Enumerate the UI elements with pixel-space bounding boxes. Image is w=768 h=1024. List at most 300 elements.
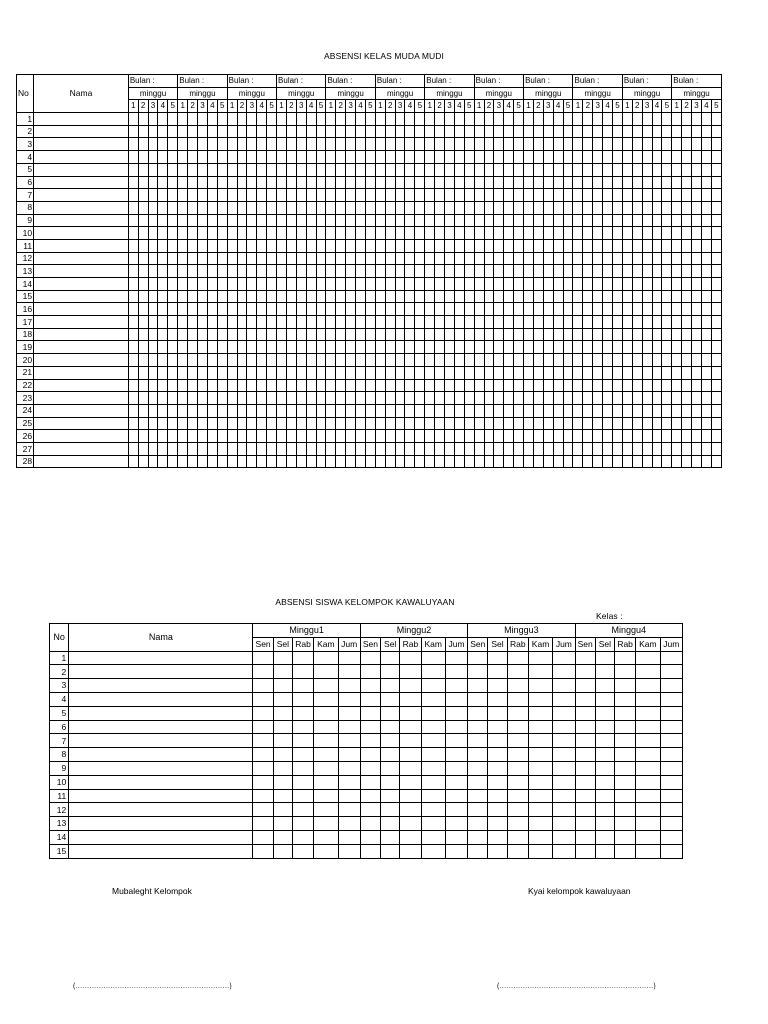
t1-attendance-cell[interactable] bbox=[286, 163, 296, 176]
t2-attendance-cell[interactable] bbox=[528, 817, 552, 831]
t1-attendance-cell[interactable] bbox=[346, 354, 356, 367]
t1-attendance-cell[interactable] bbox=[612, 328, 622, 341]
t2-attendance-cell[interactable] bbox=[488, 651, 507, 665]
t1-name-cell[interactable] bbox=[34, 278, 129, 291]
t1-attendance-cell[interactable] bbox=[326, 151, 336, 164]
t1-attendance-cell[interactable] bbox=[514, 214, 524, 227]
t1-attendance-cell[interactable] bbox=[652, 113, 662, 126]
t1-attendance-cell[interactable] bbox=[365, 201, 375, 214]
t1-attendance-cell[interactable] bbox=[632, 316, 642, 329]
t1-attendance-cell[interactable] bbox=[573, 392, 583, 405]
t1-attendance-cell[interactable] bbox=[692, 366, 702, 379]
t1-attendance-cell[interactable] bbox=[622, 125, 632, 138]
t2-attendance-cell[interactable] bbox=[400, 803, 421, 817]
t1-attendance-cell[interactable] bbox=[237, 163, 247, 176]
t2-attendance-cell[interactable] bbox=[314, 761, 338, 775]
t1-attendance-cell[interactable] bbox=[553, 113, 563, 126]
t2-attendance-cell[interactable] bbox=[528, 748, 552, 762]
t1-attendance-cell[interactable] bbox=[247, 125, 257, 138]
t1-attendance-cell[interactable] bbox=[385, 303, 395, 316]
t1-attendance-cell[interactable] bbox=[632, 366, 642, 379]
t1-attendance-cell[interactable] bbox=[178, 290, 188, 303]
t2-attendance-cell[interactable] bbox=[338, 651, 360, 665]
t1-attendance-cell[interactable] bbox=[207, 316, 217, 329]
t2-attendance-cell[interactable] bbox=[488, 734, 507, 748]
t1-attendance-cell[interactable] bbox=[375, 303, 385, 316]
t1-attendance-cell[interactable] bbox=[375, 290, 385, 303]
t1-attendance-cell[interactable] bbox=[346, 290, 356, 303]
t1-attendance-cell[interactable] bbox=[711, 189, 721, 202]
t2-attendance-cell[interactable] bbox=[445, 775, 467, 789]
t1-attendance-cell[interactable] bbox=[207, 252, 217, 265]
t1-attendance-cell[interactable] bbox=[662, 379, 672, 392]
t1-attendance-cell[interactable] bbox=[326, 290, 336, 303]
t1-attendance-cell[interactable] bbox=[326, 252, 336, 265]
t1-attendance-cell[interactable] bbox=[217, 290, 227, 303]
t1-attendance-cell[interactable] bbox=[711, 125, 721, 138]
t1-attendance-cell[interactable] bbox=[711, 151, 721, 164]
t1-attendance-cell[interactable] bbox=[148, 265, 158, 278]
t1-attendance-cell[interactable] bbox=[405, 404, 415, 417]
t2-attendance-cell[interactable] bbox=[636, 748, 660, 762]
t1-attendance-cell[interactable] bbox=[593, 201, 603, 214]
t1-attendance-cell[interactable] bbox=[632, 214, 642, 227]
t1-attendance-cell[interactable] bbox=[514, 176, 524, 189]
t1-attendance-cell[interactable] bbox=[652, 303, 662, 316]
t1-attendance-cell[interactable] bbox=[158, 404, 168, 417]
t1-attendance-cell[interactable] bbox=[583, 227, 593, 240]
t1-attendance-cell[interactable] bbox=[227, 455, 237, 468]
t1-attendance-cell[interactable] bbox=[257, 392, 267, 405]
t1-attendance-cell[interactable] bbox=[682, 404, 692, 417]
t1-attendance-cell[interactable] bbox=[267, 404, 277, 417]
t1-attendance-cell[interactable] bbox=[543, 189, 553, 202]
t1-attendance-cell[interactable] bbox=[326, 328, 336, 341]
t1-attendance-cell[interactable] bbox=[622, 138, 632, 151]
t1-attendance-cell[interactable] bbox=[188, 151, 198, 164]
t1-attendance-cell[interactable] bbox=[395, 328, 405, 341]
t1-attendance-cell[interactable] bbox=[533, 227, 543, 240]
t1-attendance-cell[interactable] bbox=[524, 201, 534, 214]
t2-attendance-cell[interactable] bbox=[381, 775, 400, 789]
t1-attendance-cell[interactable] bbox=[682, 328, 692, 341]
t1-attendance-cell[interactable] bbox=[326, 316, 336, 329]
t1-attendance-cell[interactable] bbox=[504, 430, 514, 443]
t1-attendance-cell[interactable] bbox=[435, 354, 445, 367]
t1-attendance-cell[interactable] bbox=[415, 151, 425, 164]
t1-attendance-cell[interactable] bbox=[454, 392, 464, 405]
t1-attendance-cell[interactable] bbox=[553, 176, 563, 189]
t1-attendance-cell[interactable] bbox=[415, 252, 425, 265]
t1-attendance-cell[interactable] bbox=[533, 442, 543, 455]
t1-attendance-cell[interactable] bbox=[188, 328, 198, 341]
t1-attendance-cell[interactable] bbox=[553, 201, 563, 214]
t1-attendance-cell[interactable] bbox=[652, 189, 662, 202]
t1-attendance-cell[interactable] bbox=[207, 442, 217, 455]
t2-attendance-cell[interactable] bbox=[314, 706, 338, 720]
t1-attendance-cell[interactable] bbox=[622, 227, 632, 240]
t1-attendance-cell[interactable] bbox=[682, 278, 692, 291]
t1-attendance-cell[interactable] bbox=[494, 316, 504, 329]
t1-attendance-cell[interactable] bbox=[405, 239, 415, 252]
t1-attendance-cell[interactable] bbox=[415, 303, 425, 316]
t1-attendance-cell[interactable] bbox=[445, 239, 455, 252]
t1-attendance-cell[interactable] bbox=[138, 252, 148, 265]
t1-attendance-cell[interactable] bbox=[445, 354, 455, 367]
t2-attendance-cell[interactable] bbox=[421, 734, 445, 748]
t1-attendance-cell[interactable] bbox=[603, 417, 613, 430]
t1-attendance-cell[interactable] bbox=[435, 125, 445, 138]
t1-attendance-cell[interactable] bbox=[435, 455, 445, 468]
t2-attendance-cell[interactable] bbox=[660, 734, 682, 748]
t2-attendance-cell[interactable] bbox=[595, 665, 614, 679]
t1-attendance-cell[interactable] bbox=[365, 227, 375, 240]
t1-attendance-cell[interactable] bbox=[375, 430, 385, 443]
t2-attendance-cell[interactable] bbox=[381, 706, 400, 720]
t1-attendance-cell[interactable] bbox=[583, 392, 593, 405]
t1-attendance-cell[interactable] bbox=[692, 290, 702, 303]
t1-attendance-cell[interactable] bbox=[356, 265, 366, 278]
t1-attendance-cell[interactable] bbox=[346, 227, 356, 240]
t1-attendance-cell[interactable] bbox=[425, 303, 435, 316]
t1-attendance-cell[interactable] bbox=[365, 290, 375, 303]
t1-attendance-cell[interactable] bbox=[405, 379, 415, 392]
t1-attendance-cell[interactable] bbox=[612, 189, 622, 202]
t1-attendance-cell[interactable] bbox=[524, 176, 534, 189]
t2-attendance-cell[interactable] bbox=[314, 830, 338, 844]
t1-attendance-cell[interactable] bbox=[346, 442, 356, 455]
t1-attendance-cell[interactable] bbox=[632, 417, 642, 430]
t1-attendance-cell[interactable] bbox=[553, 290, 563, 303]
t1-attendance-cell[interactable] bbox=[168, 278, 178, 291]
t1-attendance-cell[interactable] bbox=[128, 392, 138, 405]
t1-attendance-cell[interactable] bbox=[395, 113, 405, 126]
t1-attendance-cell[interactable] bbox=[533, 189, 543, 202]
t2-attendance-cell[interactable] bbox=[553, 775, 575, 789]
t1-attendance-cell[interactable] bbox=[494, 278, 504, 291]
t1-attendance-cell[interactable] bbox=[553, 341, 563, 354]
t1-attendance-cell[interactable] bbox=[158, 316, 168, 329]
t1-attendance-cell[interactable] bbox=[425, 113, 435, 126]
t1-attendance-cell[interactable] bbox=[553, 417, 563, 430]
t1-attendance-cell[interactable] bbox=[454, 227, 464, 240]
t1-attendance-cell[interactable] bbox=[375, 316, 385, 329]
t1-attendance-cell[interactable] bbox=[138, 430, 148, 443]
t1-attendance-cell[interactable] bbox=[672, 252, 682, 265]
t1-attendance-cell[interactable] bbox=[484, 417, 494, 430]
t1-attendance-cell[interactable] bbox=[662, 392, 672, 405]
t1-attendance-cell[interactable] bbox=[632, 265, 642, 278]
t1-attendance-cell[interactable] bbox=[346, 455, 356, 468]
t1-attendance-cell[interactable] bbox=[474, 442, 484, 455]
t1-attendance-cell[interactable] bbox=[593, 163, 603, 176]
t1-attendance-cell[interactable] bbox=[336, 265, 346, 278]
t1-attendance-cell[interactable] bbox=[524, 303, 534, 316]
t1-attendance-cell[interactable] bbox=[533, 341, 543, 354]
t1-attendance-cell[interactable] bbox=[711, 442, 721, 455]
t1-attendance-cell[interactable] bbox=[197, 392, 207, 405]
t1-attendance-cell[interactable] bbox=[711, 430, 721, 443]
t1-attendance-cell[interactable] bbox=[593, 392, 603, 405]
t1-name-cell[interactable] bbox=[34, 316, 129, 329]
t1-attendance-cell[interactable] bbox=[682, 417, 692, 430]
t2-attendance-cell[interactable] bbox=[253, 844, 273, 858]
t1-attendance-cell[interactable] bbox=[474, 239, 484, 252]
t1-attendance-cell[interactable] bbox=[662, 417, 672, 430]
t1-attendance-cell[interactable] bbox=[277, 151, 287, 164]
t1-attendance-cell[interactable] bbox=[168, 392, 178, 405]
t1-attendance-cell[interactable] bbox=[533, 354, 543, 367]
t1-attendance-cell[interactable] bbox=[445, 455, 455, 468]
t1-attendance-cell[interactable] bbox=[286, 455, 296, 468]
t1-attendance-cell[interactable] bbox=[711, 201, 721, 214]
t1-attendance-cell[interactable] bbox=[553, 366, 563, 379]
t2-attendance-cell[interactable] bbox=[660, 803, 682, 817]
t1-attendance-cell[interactable] bbox=[652, 430, 662, 443]
t1-attendance-cell[interactable] bbox=[247, 252, 257, 265]
t1-attendance-cell[interactable] bbox=[593, 328, 603, 341]
t1-attendance-cell[interactable] bbox=[652, 442, 662, 455]
t1-attendance-cell[interactable] bbox=[415, 341, 425, 354]
t1-attendance-cell[interactable] bbox=[356, 176, 366, 189]
t1-attendance-cell[interactable] bbox=[435, 265, 445, 278]
t2-attendance-cell[interactable] bbox=[421, 844, 445, 858]
t1-attendance-cell[interactable] bbox=[365, 392, 375, 405]
t1-attendance-cell[interactable] bbox=[701, 138, 711, 151]
t1-attendance-cell[interactable] bbox=[445, 138, 455, 151]
t1-attendance-cell[interactable] bbox=[603, 430, 613, 443]
t1-attendance-cell[interactable] bbox=[583, 341, 593, 354]
t1-attendance-cell[interactable] bbox=[662, 316, 672, 329]
t1-attendance-cell[interactable] bbox=[257, 442, 267, 455]
t1-attendance-cell[interactable] bbox=[415, 430, 425, 443]
t1-attendance-cell[interactable] bbox=[425, 366, 435, 379]
t1-attendance-cell[interactable] bbox=[701, 151, 711, 164]
t1-name-cell[interactable] bbox=[34, 442, 129, 455]
t1-attendance-cell[interactable] bbox=[188, 239, 198, 252]
t1-attendance-cell[interactable] bbox=[336, 404, 346, 417]
t1-attendance-cell[interactable] bbox=[296, 316, 306, 329]
t1-attendance-cell[interactable] bbox=[533, 176, 543, 189]
t1-attendance-cell[interactable] bbox=[464, 265, 474, 278]
t1-attendance-cell[interactable] bbox=[385, 214, 395, 227]
t1-attendance-cell[interactable] bbox=[267, 189, 277, 202]
t2-attendance-cell[interactable] bbox=[468, 817, 488, 831]
t1-attendance-cell[interactable] bbox=[484, 404, 494, 417]
t1-attendance-cell[interactable] bbox=[642, 341, 652, 354]
t1-attendance-cell[interactable] bbox=[593, 354, 603, 367]
t1-attendance-cell[interactable] bbox=[306, 163, 316, 176]
t1-attendance-cell[interactable] bbox=[247, 290, 257, 303]
t1-attendance-cell[interactable] bbox=[454, 354, 464, 367]
t1-attendance-cell[interactable] bbox=[188, 442, 198, 455]
t1-attendance-cell[interactable] bbox=[682, 366, 692, 379]
t1-attendance-cell[interactable] bbox=[375, 176, 385, 189]
t1-attendance-cell[interactable] bbox=[583, 354, 593, 367]
t1-attendance-cell[interactable] bbox=[454, 252, 464, 265]
t1-attendance-cell[interactable] bbox=[573, 430, 583, 443]
t1-attendance-cell[interactable] bbox=[642, 252, 652, 265]
t1-attendance-cell[interactable] bbox=[286, 392, 296, 405]
t1-attendance-cell[interactable] bbox=[217, 265, 227, 278]
t1-attendance-cell[interactable] bbox=[573, 125, 583, 138]
t1-attendance-cell[interactable] bbox=[257, 189, 267, 202]
t1-attendance-cell[interactable] bbox=[701, 354, 711, 367]
t2-attendance-cell[interactable] bbox=[445, 651, 467, 665]
t1-attendance-cell[interactable] bbox=[385, 113, 395, 126]
t1-attendance-cell[interactable] bbox=[573, 239, 583, 252]
t1-attendance-cell[interactable] bbox=[543, 163, 553, 176]
t1-attendance-cell[interactable] bbox=[504, 176, 514, 189]
t1-attendance-cell[interactable] bbox=[138, 366, 148, 379]
t1-attendance-cell[interactable] bbox=[178, 214, 188, 227]
t1-attendance-cell[interactable] bbox=[158, 201, 168, 214]
t1-attendance-cell[interactable] bbox=[207, 417, 217, 430]
t1-attendance-cell[interactable] bbox=[573, 151, 583, 164]
t1-attendance-cell[interactable] bbox=[316, 417, 326, 430]
t1-attendance-cell[interactable] bbox=[237, 239, 247, 252]
t1-attendance-cell[interactable] bbox=[583, 455, 593, 468]
t1-attendance-cell[interactable] bbox=[138, 278, 148, 291]
t1-attendance-cell[interactable] bbox=[612, 227, 622, 240]
t1-attendance-cell[interactable] bbox=[128, 328, 138, 341]
t1-attendance-cell[interactable] bbox=[642, 354, 652, 367]
t1-attendance-cell[interactable] bbox=[445, 227, 455, 240]
t1-attendance-cell[interactable] bbox=[454, 278, 464, 291]
t1-attendance-cell[interactable] bbox=[128, 151, 138, 164]
t1-attendance-cell[interactable] bbox=[346, 278, 356, 291]
t2-attendance-cell[interactable] bbox=[488, 844, 507, 858]
t1-attendance-cell[interactable] bbox=[227, 125, 237, 138]
t1-attendance-cell[interactable] bbox=[711, 417, 721, 430]
t1-attendance-cell[interactable] bbox=[207, 404, 217, 417]
t1-attendance-cell[interactable] bbox=[603, 265, 613, 278]
t1-attendance-cell[interactable] bbox=[128, 125, 138, 138]
t1-attendance-cell[interactable] bbox=[622, 354, 632, 367]
t2-attendance-cell[interactable] bbox=[636, 692, 660, 706]
t1-attendance-cell[interactable] bbox=[672, 316, 682, 329]
t1-attendance-cell[interactable] bbox=[385, 341, 395, 354]
t1-attendance-cell[interactable] bbox=[484, 265, 494, 278]
t1-attendance-cell[interactable] bbox=[524, 239, 534, 252]
t1-attendance-cell[interactable] bbox=[138, 290, 148, 303]
t2-attendance-cell[interactable] bbox=[507, 817, 528, 831]
t1-attendance-cell[interactable] bbox=[296, 176, 306, 189]
t1-attendance-cell[interactable] bbox=[445, 341, 455, 354]
t2-attendance-cell[interactable] bbox=[253, 817, 273, 831]
t1-attendance-cell[interactable] bbox=[336, 366, 346, 379]
t1-attendance-cell[interactable] bbox=[247, 417, 257, 430]
t2-attendance-cell[interactable] bbox=[338, 844, 360, 858]
t1-attendance-cell[interactable] bbox=[286, 379, 296, 392]
t1-attendance-cell[interactable] bbox=[188, 227, 198, 240]
t1-attendance-cell[interactable] bbox=[603, 404, 613, 417]
t2-attendance-cell[interactable] bbox=[507, 844, 528, 858]
t1-attendance-cell[interactable] bbox=[128, 290, 138, 303]
t1-attendance-cell[interactable] bbox=[484, 379, 494, 392]
t1-attendance-cell[interactable] bbox=[168, 189, 178, 202]
t1-attendance-cell[interactable] bbox=[662, 201, 672, 214]
t1-attendance-cell[interactable] bbox=[464, 328, 474, 341]
t1-attendance-cell[interactable] bbox=[573, 138, 583, 151]
t2-attendance-cell[interactable] bbox=[338, 665, 360, 679]
t1-attendance-cell[interactable] bbox=[642, 201, 652, 214]
t2-attendance-cell[interactable] bbox=[575, 775, 595, 789]
t1-attendance-cell[interactable] bbox=[257, 176, 267, 189]
t1-attendance-cell[interactable] bbox=[257, 455, 267, 468]
t1-attendance-cell[interactable] bbox=[445, 151, 455, 164]
t1-attendance-cell[interactable] bbox=[543, 379, 553, 392]
t2-attendance-cell[interactable] bbox=[488, 665, 507, 679]
t1-attendance-cell[interactable] bbox=[672, 189, 682, 202]
t1-attendance-cell[interactable] bbox=[178, 379, 188, 392]
t1-attendance-cell[interactable] bbox=[326, 392, 336, 405]
t1-attendance-cell[interactable] bbox=[504, 379, 514, 392]
t2-attendance-cell[interactable] bbox=[421, 748, 445, 762]
t1-attendance-cell[interactable] bbox=[612, 404, 622, 417]
t1-attendance-cell[interactable] bbox=[326, 239, 336, 252]
t1-attendance-cell[interactable] bbox=[267, 151, 277, 164]
t1-attendance-cell[interactable] bbox=[563, 214, 573, 227]
t1-attendance-cell[interactable] bbox=[682, 290, 692, 303]
t1-attendance-cell[interactable] bbox=[701, 227, 711, 240]
t1-attendance-cell[interactable] bbox=[148, 176, 158, 189]
t1-attendance-cell[interactable] bbox=[622, 328, 632, 341]
t1-attendance-cell[interactable] bbox=[464, 442, 474, 455]
t2-attendance-cell[interactable] bbox=[636, 706, 660, 720]
t2-attendance-cell[interactable] bbox=[528, 720, 552, 734]
t1-attendance-cell[interactable] bbox=[128, 379, 138, 392]
t1-attendance-cell[interactable] bbox=[563, 316, 573, 329]
t2-attendance-cell[interactable] bbox=[468, 748, 488, 762]
t1-attendance-cell[interactable] bbox=[277, 354, 287, 367]
t1-attendance-cell[interactable] bbox=[405, 455, 415, 468]
t1-attendance-cell[interactable] bbox=[267, 227, 277, 240]
t1-attendance-cell[interactable] bbox=[365, 455, 375, 468]
t2-attendance-cell[interactable] bbox=[400, 775, 421, 789]
t2-attendance-cell[interactable] bbox=[273, 748, 292, 762]
t1-attendance-cell[interactable] bbox=[425, 354, 435, 367]
t1-attendance-cell[interactable] bbox=[207, 113, 217, 126]
t1-attendance-cell[interactable] bbox=[277, 252, 287, 265]
t1-attendance-cell[interactable] bbox=[454, 214, 464, 227]
t1-attendance-cell[interactable] bbox=[454, 455, 464, 468]
t1-attendance-cell[interactable] bbox=[336, 138, 346, 151]
t1-attendance-cell[interactable] bbox=[395, 125, 405, 138]
t1-attendance-cell[interactable] bbox=[267, 392, 277, 405]
t1-attendance-cell[interactable] bbox=[632, 138, 642, 151]
t1-attendance-cell[interactable] bbox=[326, 430, 336, 443]
t2-attendance-cell[interactable] bbox=[595, 830, 614, 844]
t1-attendance-cell[interactable] bbox=[514, 341, 524, 354]
t1-attendance-cell[interactable] bbox=[395, 265, 405, 278]
t1-attendance-cell[interactable] bbox=[445, 201, 455, 214]
t2-name-cell[interactable] bbox=[69, 720, 253, 734]
t1-attendance-cell[interactable] bbox=[286, 278, 296, 291]
t1-attendance-cell[interactable] bbox=[524, 392, 534, 405]
t1-attendance-cell[interactable] bbox=[385, 125, 395, 138]
t2-attendance-cell[interactable] bbox=[468, 844, 488, 858]
t1-attendance-cell[interactable] bbox=[168, 404, 178, 417]
t1-attendance-cell[interactable] bbox=[375, 113, 385, 126]
t1-attendance-cell[interactable] bbox=[207, 290, 217, 303]
t1-attendance-cell[interactable] bbox=[138, 201, 148, 214]
t1-attendance-cell[interactable] bbox=[356, 316, 366, 329]
t1-attendance-cell[interactable] bbox=[286, 442, 296, 455]
t1-attendance-cell[interactable] bbox=[375, 252, 385, 265]
t1-attendance-cell[interactable] bbox=[277, 303, 287, 316]
t1-attendance-cell[interactable] bbox=[227, 341, 237, 354]
